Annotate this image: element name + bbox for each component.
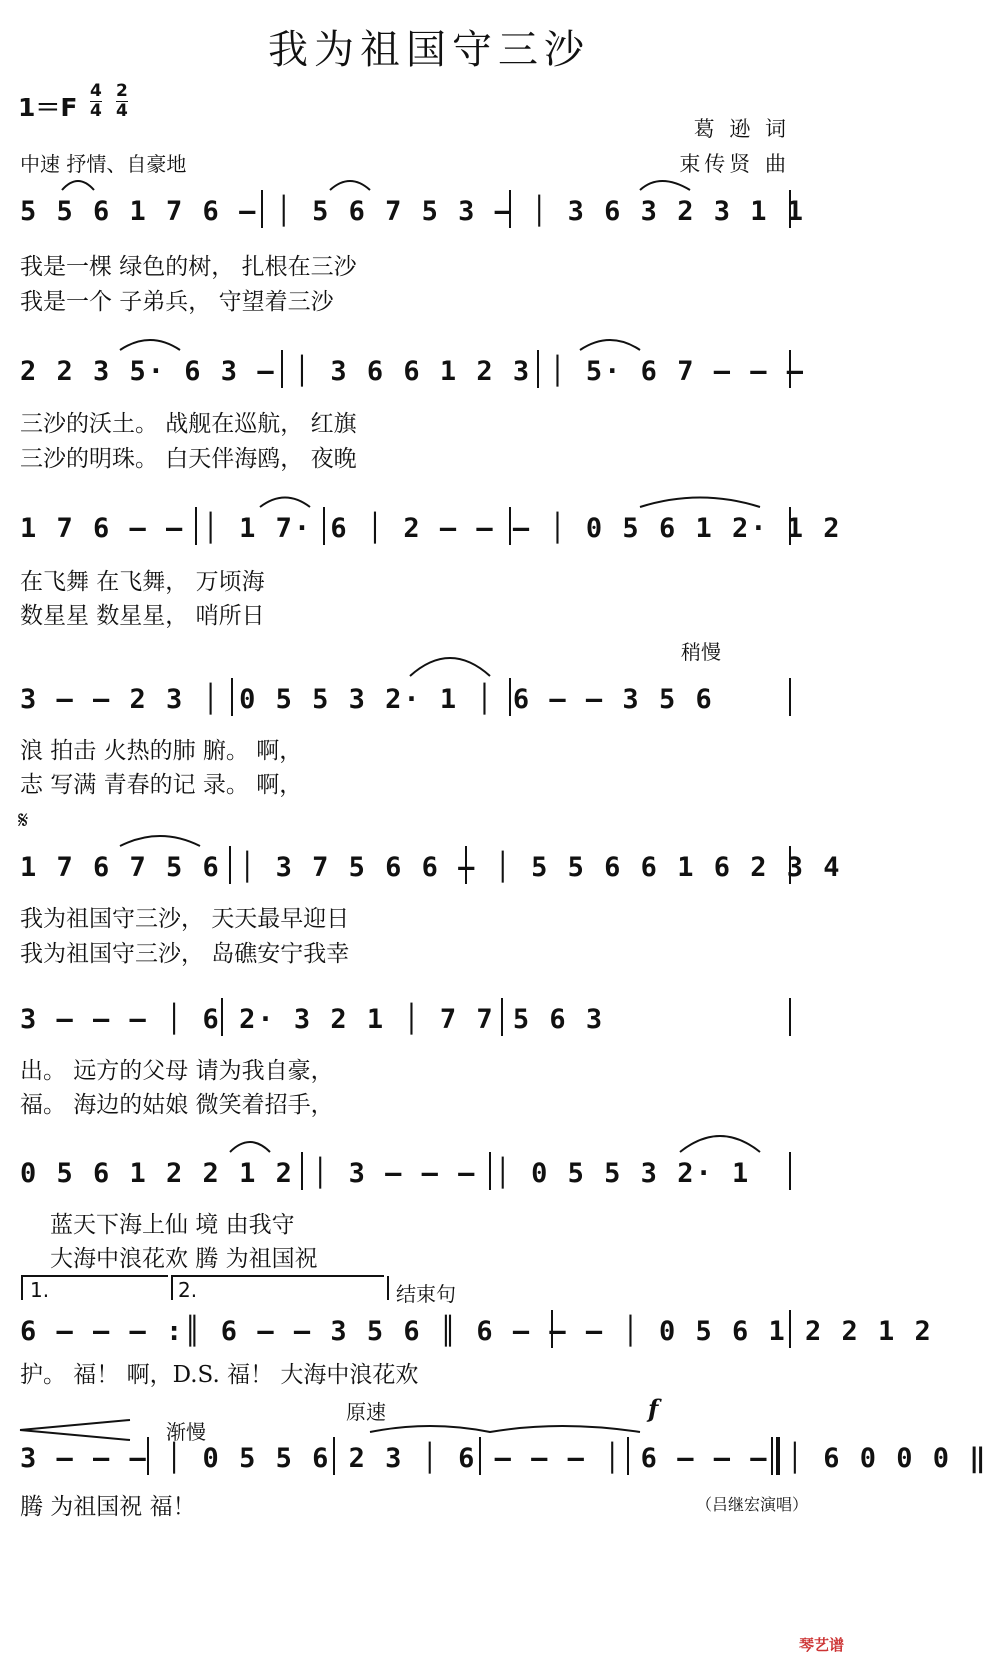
- slur: [680, 1136, 760, 1152]
- first-ending-bracket: [22, 1276, 168, 1300]
- notation-row-1: 5 5 6 1 7 6 – │ 5 6 7 5 3 – │ 3 6 3 2 3 1 1: [20, 196, 805, 227]
- second-ending-label: 2.: [178, 1278, 198, 1302]
- performer-credit: （吕继宏演唱）: [695, 1495, 808, 1514]
- watermark-logo: 琴艺谱: [798, 1636, 844, 1654]
- notation-row-5: 1 7 6 7 5 6 │ 3 7 5 6 6 – │ 5 5 6 6 1 6 2 3 4: [20, 852, 842, 883]
- segno-sign: 𝄋: [18, 806, 29, 834]
- slur: [260, 498, 310, 508]
- composer-credit: 束传贤 曲: [679, 152, 790, 176]
- lyric-row-3-verse-2: 数星星 数星星， 哨所日: [20, 603, 265, 629]
- notation-row-4: 3 – – 2 3 │ 0 5 5 3 2· 1 │ 6 – – 3 5 6: [20, 684, 714, 715]
- slur: [410, 658, 490, 676]
- notation-row-3: 1 7 6 – – │ 1 7· 6 │ 2 – – – │ 0 5 6 1 2· 1 2: [20, 513, 842, 544]
- slow-slightly-marking: 稍慢: [681, 640, 721, 664]
- notation-row-9: 3 – – – │ 0 5 5 6 2 3 │ 6 – – – │ 6 – – – │ 6 0 0 0 ‖: [20, 1443, 988, 1474]
- lyric-row-6-verse-1: 出。 远方的父母 请为我自豪，: [20, 1058, 334, 1084]
- page-title: 我为祖国守三沙: [268, 27, 590, 73]
- slur: [120, 340, 180, 350]
- notation-row-8: 6 – – – :║ 6 – – 3 5 6 ║ 6 – – – │ 0 5 6 1 2 2 1 2: [20, 1316, 933, 1347]
- lyric-row-3-verse-1: 在飞舞 在飞舞， 万顷海: [20, 569, 265, 595]
- lyric-row-2-verse-1: 三沙的沃土。 战舰在巡航， 红旗: [20, 411, 357, 437]
- lyric-row-4-verse-1: 浪 拍击 火热的肺 腑。 啊，: [20, 738, 303, 764]
- rit-marking: 渐慢: [166, 1420, 206, 1444]
- lyric-row-9: 腾 为祖国祝 福！: [20, 1494, 196, 1520]
- lyric-row-5-verse-1: 我为祖国守三沙， 天天最早迎日: [20, 906, 350, 932]
- lyric-row-4-verse-2: 志 写满 青春的记 录。 啊，: [20, 772, 303, 798]
- slur: [580, 340, 640, 350]
- lyric-row-6-verse-2: 福。 海边的姑娘 微笑着招手，: [20, 1092, 334, 1118]
- first-ending-label: 1.: [30, 1278, 50, 1302]
- time-signature-4-4: $\frac{4}{4}$: [90, 81, 102, 121]
- second-ending-bracket: [172, 1276, 384, 1300]
- coda-label: 结束句: [396, 1282, 456, 1306]
- slur: [640, 498, 760, 508]
- notation-row-7: 0 5 6 1 2 2 1 2 │ 3 – – – │ 0 5 5 3 2· 1: [20, 1158, 751, 1189]
- forte-dynamic: f: [648, 1394, 659, 1423]
- lyric-row-2-verse-2: 三沙的明珠。 白天伴海鸥， 夜晚: [20, 446, 357, 472]
- notation-row-2: 2 2 3 5· 6 3 – │ 3 6 6 1 2 3 │ 5· 6 7 – – –: [20, 356, 805, 387]
- notation-row-6: 3 – – – │ 6 2· 3 2 1 │ 7 7 5 6 3: [20, 1004, 605, 1035]
- slur: [120, 836, 200, 846]
- lyricist-credit: 葛 逊 词: [693, 117, 790, 141]
- key-signature: 1＝F: [18, 93, 78, 122]
- slur: [640, 181, 690, 190]
- tie: [370, 1426, 640, 1432]
- diminuendo-hairpin: [20, 1420, 130, 1440]
- slur: [62, 181, 94, 190]
- tempo-marking: 中速 抒情、自豪地: [20, 152, 187, 176]
- lyric-row-1-verse-1: 我是一棵 绿色的树， 扎根在三沙: [20, 254, 357, 280]
- slur: [230, 1142, 270, 1152]
- lyric-row-7-verse-2: 大海中浪花欢 腾 为祖国祝: [50, 1246, 318, 1272]
- lyric-row-7-verse-1: 蓝天下海上仙 境 由我守: [50, 1212, 295, 1238]
- slur: [330, 181, 370, 190]
- lyric-row-1-verse-2: 我是一个 子弟兵， 守望着三沙: [20, 289, 334, 315]
- lyric-row-8: 护。 福！ 啊，D.S. 福！ 大海中浪花欢: [20, 1362, 419, 1388]
- time-signature-2-4: $\frac{2}{4}$: [116, 81, 128, 121]
- a-tempo-marking: 原速: [346, 1400, 386, 1424]
- lyric-row-5-verse-2: 我为祖国守三沙， 岛礁安宁我幸: [20, 941, 350, 967]
